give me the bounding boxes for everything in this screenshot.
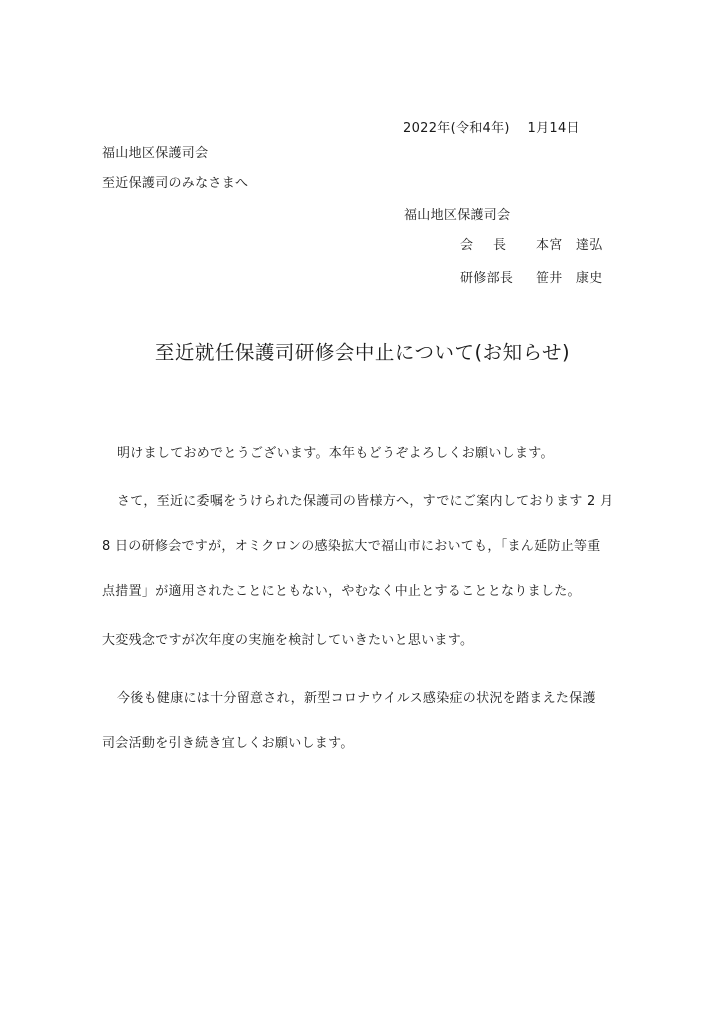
sender-role: 会長	[460, 238, 527, 253]
body-line: 司会活動を引き続き宜しくお願いします。	[102, 736, 354, 751]
document-title: 至近就任保護司研修会中止について(お知らせ)	[154, 341, 571, 364]
body-line: さて，至近に委嘱をうけられた保護司の皆様方へ，すでにご案内しております 2 月	[117, 494, 614, 509]
body-line: 大変残念ですが次年度の実施を検討していきたいと思います。	[102, 633, 474, 648]
body-line: 明けましておめでとうございます。本年もどうぞよろしくお願いします。	[117, 446, 554, 461]
recipient-organization: 福山地区保護司会	[102, 146, 209, 161]
sender-row-training-head	[460, 271, 603, 287]
document-date: 2022年(令和4年) 1月14日	[403, 121, 580, 136]
body-line: 8 日の研修会ですが，オミクロンの感染拡大で福山市においても，「まん延防止等重	[102, 539, 601, 554]
body-line: 点措置」が適用されたことにともない，やむなく中止とすることとなりました。	[102, 584, 581, 599]
sender-row-chair	[460, 238, 603, 254]
body-line: 今後も健康には十分留意され，新型コロナウイルス感染症の状況を踏まえた保護	[117, 691, 596, 706]
sender-organization: 福山地区保護司会	[404, 208, 511, 223]
sender-role: 研修部長	[460, 271, 514, 286]
recipient-addressee: 至近保護司のみなさまへ	[102, 176, 249, 191]
sender-name: 笹井 康史	[536, 271, 603, 286]
sender-name: 本宮 達弘	[536, 238, 603, 253]
